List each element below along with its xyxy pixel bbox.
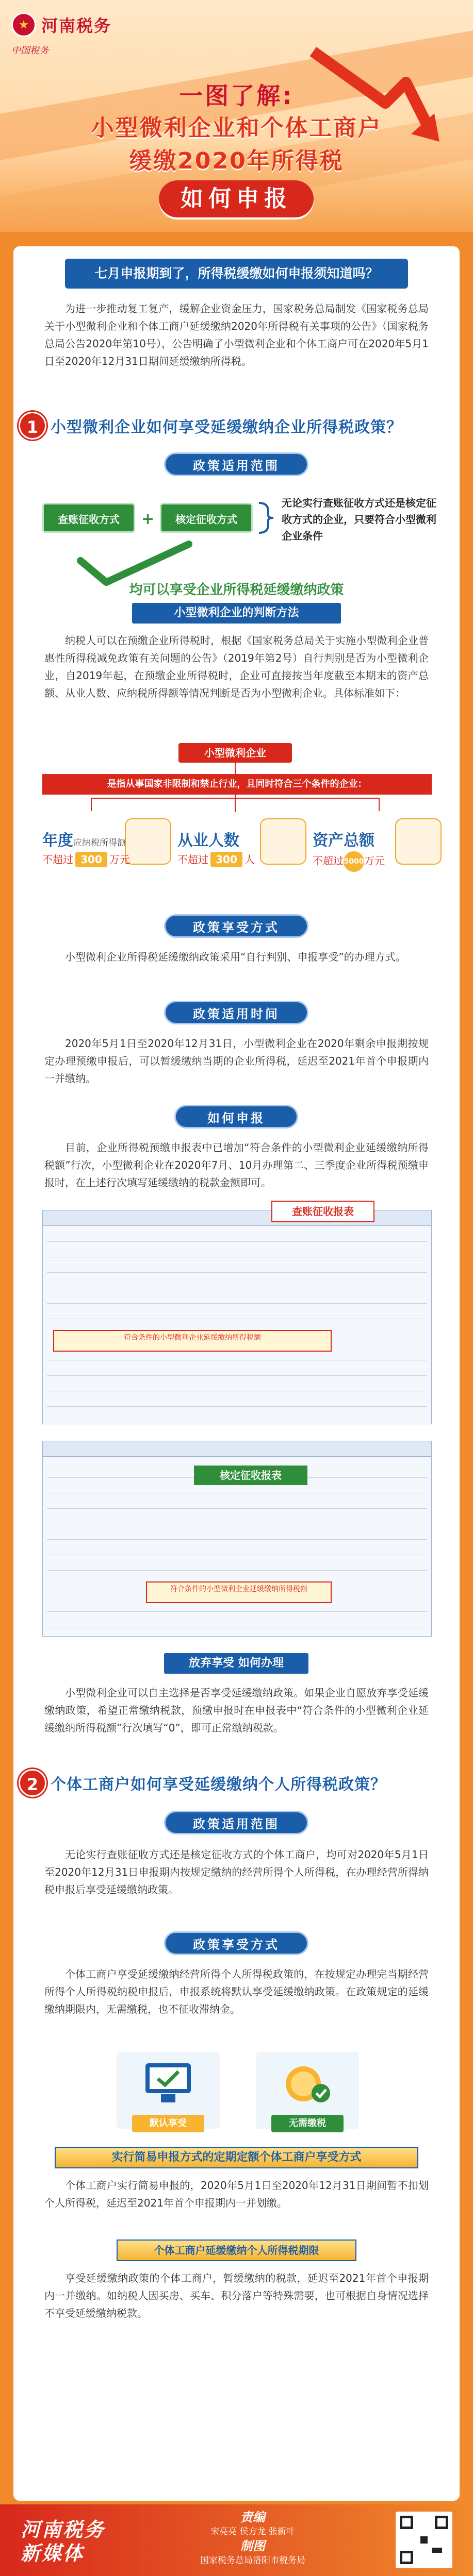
illustration-label: 无需缴税	[271, 2115, 344, 2132]
condition-pre: 不超过	[177, 853, 208, 866]
verified-collection-box: 核定征收方式	[160, 503, 253, 533]
logo	[11, 12, 111, 37]
enjoy-paragraph: 小型微利企业所得税延缓缴纳政策采用“自行判别、申报享受”的办理方式。	[65, 951, 406, 963]
connector-line	[235, 763, 236, 774]
footer-credits	[155, 2510, 351, 2567]
section-2-title	[19, 1767, 454, 1798]
condition-pre: 不超过	[42, 853, 73, 866]
form-highlight-text: 符合条件的小型微利企业延缓缴纳所得税额	[170, 1585, 307, 1593]
enjoy-pill: 政策享受方式	[164, 914, 308, 938]
criteria-band: 是指从事国家非限制和禁止行业，且同时符合三个条件的企业：	[42, 774, 432, 795]
condition-label-small: 应纳税所得额	[73, 838, 126, 848]
condition-amount: 300	[75, 852, 107, 867]
form-highlight-row	[53, 1330, 332, 1352]
condition-label: 从业人数	[177, 832, 239, 850]
section-1-title	[19, 410, 454, 441]
illustration-label: 默认享受	[132, 2115, 204, 2132]
scope-pill: 政策适用范围	[164, 452, 308, 476]
time-pill: 政策适用时间	[164, 1001, 308, 1024]
simple-declaration-paragraph: 个体工商户实行简易申报的，2020年5月1日至2020年12月31日期间暂不扣划个人所得税，延迟至2021年首个申报期内一并划缴。	[44, 2179, 429, 2209]
footer-brand-line-1: 河南税务	[21, 2518, 106, 2541]
editor-names: 宋亮亮 侯方龙 张新叶	[210, 2527, 295, 2537]
scope-paragraph: 无论实行查账征收方式还是核定征收方式的个体工商户，均可对2020年5月1日至2020年12月31日申报期内按规定缴纳的经营所得个人所得税，在办理经营所得纳税申报后享受延缓缴纳政策。	[44, 1848, 429, 1896]
form-highlight-text: 符合条件的小型微利企业延缓缴纳所得税额	[124, 1334, 261, 1342]
section-number: 1	[19, 412, 46, 440]
criteria-tab: 小型微利企业	[178, 743, 292, 763]
tax-emblem-icon	[11, 12, 36, 37]
deferral-period-band: 个体工商户延缓缴纳个人所得税期限	[117, 2240, 356, 2261]
scope-text: 无论实行查账征收方式还是核定征收方式的企业，只要符合小型微利企业条件	[282, 497, 436, 542]
content-card	[13, 246, 460, 2501]
hero-header	[0, 0, 473, 232]
hero-line-2: 小型微利企业和个体工商户	[91, 115, 382, 141]
no-tax-illustration	[256, 2052, 359, 2129]
condition-amount: 5000	[344, 851, 364, 872]
plus-icon: +	[141, 510, 155, 528]
footer-brand-line-2: 新媒体	[21, 2542, 85, 2565]
how-pill: 如何申报	[174, 1105, 298, 1129]
connector-line	[235, 795, 236, 812]
coin-stack-icon	[395, 818, 442, 865]
intro-paragraph: 为进一步推动复工复产，缓解企业资金压力，国家税务总局制发《国家税务总局关于小型微利企业和个体工商户延缓缴纳2020年所得税有关事项的公告》（国家税务总局公告2020年第10号），公告明确了小型微利企业和个体工商户可在2020年5月1日至2020年12月31日期间延缓缴纳所得税。	[44, 302, 429, 367]
question-banner: 七月申报期到了，所得税缓缴如何申报须知道吗？	[65, 259, 408, 289]
condition-unit: 人	[244, 853, 255, 866]
qr-code-icon	[396, 2512, 452, 2568]
form-highlight-row	[146, 1581, 332, 1603]
condition-unit: 万元	[364, 854, 385, 867]
design-label: 制图	[240, 2539, 265, 2553]
hero-line-1: 一图了解:	[179, 82, 294, 110]
giveup-paragraph: 小型微利企业可以自主选择是否享受延缓缴纳政策。如果企业自愿放弃享受延缓缴纳政策，希望正常缴纳税款，预缴申报时在申报表中“符合条件的小型微利企业延缓缴纳所得税额”行次填写“0”，即可正常缴纳税款。	[44, 1687, 429, 1734]
form-screenshot-audit	[42, 1210, 432, 1424]
money-bag-icon	[125, 818, 171, 865]
section-heading: 小型微利企业如何享受延缓缴纳企业所得税政策？	[51, 418, 402, 436]
time-paragraph: 2020年5月1日至2020年12月31日，小型微利企业在2020年剩余申报期按规定办理预缴申报后，可以暂缓缴纳当期的企业所得税，延迟至2021年首个申报期内一并缴纳。	[44, 1037, 429, 1085]
simple-declaration-band: 实行简易申报方式的定期定额个体工商户享受方式	[55, 2147, 418, 2168]
hero-badge: 如何申报	[159, 180, 314, 217]
condition-assets	[313, 818, 442, 901]
footer-brand	[21, 2518, 105, 2565]
computer-check-icon	[142, 2060, 194, 2107]
enjoy-paragraph: 个体工商户享受延缓缴纳经营所得个人所得税政策的，在按规定办理完当期经营所得个人所得税纳税申报后，申报系统将默认享受延缓缴纳政策。在政策规定的延缓缴纳期限内，无需缴税，也不征收滞纳金。	[44, 1968, 429, 2015]
condition-income	[42, 818, 171, 901]
form-title-callout: 核定征收报表	[194, 1466, 307, 1485]
logo-text: 河南税务	[41, 16, 112, 36]
scope-pill: 政策适用范围	[164, 1811, 308, 1834]
form-toolbar	[43, 1441, 431, 1457]
condition-label: 年度	[42, 832, 73, 850]
enjoy-pill: 政策享受方式	[164, 1931, 308, 1955]
coin-check-icon	[282, 2060, 333, 2107]
hero-line-3: 缓缴2020年所得税	[129, 148, 344, 174]
method-paragraph: 纳税人可以在预缴企业所得税时，根据《国家税务总局关于实施小型微利企业普惠性所得税减免政策有关问题的公告》（2019年第2号）自行判别是否为小型微利企业，自2019年起，在预缴企业所得税时，企业可直接按当年度截至本期末的资产总额、从业人数、应纳税所得额等情况判断是否为小型微利企业。具体标准如下：	[44, 634, 429, 699]
condition-label: 资产总额	[313, 832, 374, 850]
condition-staff	[177, 818, 306, 901]
brace-icon	[256, 501, 276, 535]
scope-conclusion: 均可以享受企业所得税延缓缴纳政策	[129, 582, 344, 598]
giveup-bar: 放弃享受 如何办理	[164, 1653, 308, 1674]
design-credit: 国家税务总局洛阳市税务局	[200, 2555, 305, 2566]
section-number: 2	[19, 1769, 46, 1797]
default-enjoy-illustration	[117, 2052, 220, 2129]
how-paragraph: 目前，企业所得税预缴申报表中已增加“符合条件的小型微利企业延缓缴纳所得税额”行次，小型微利企业在2020年7月、10月办理第二、三季度企业所得税预缴申报时，在上述行次填写延缓缴纳的税款金额即可。	[44, 1141, 429, 1189]
section-heading: 个体工商户如何享受延缓缴纳个人所得税政策？	[51, 1776, 386, 1794]
footer	[0, 2504, 473, 2576]
form-title-callout: 查账征收报表	[271, 1201, 374, 1222]
condition-amount: 300	[210, 852, 242, 867]
logo-subtitle: 中国税务	[11, 45, 48, 56]
audit-collection-box: 查账征收方式	[42, 503, 135, 533]
condition-pre: 不超过	[313, 854, 344, 867]
condition-unit: 万元	[109, 853, 130, 866]
editor-label: 责编	[240, 2510, 265, 2524]
deferral-paragraph: 享受延缓缴纳政策的个体工商户，暂缓缴纳的税款，延迟至2021年首个申报期内一并缴纳。如纳税人因买房、买车、积分落户等特殊需要，也可根据自身情况选择不享受延缓缴纳税款。	[44, 2272, 429, 2319]
people-icon	[260, 818, 306, 865]
method-bar: 小型微利企业的判断方法	[132, 603, 341, 624]
